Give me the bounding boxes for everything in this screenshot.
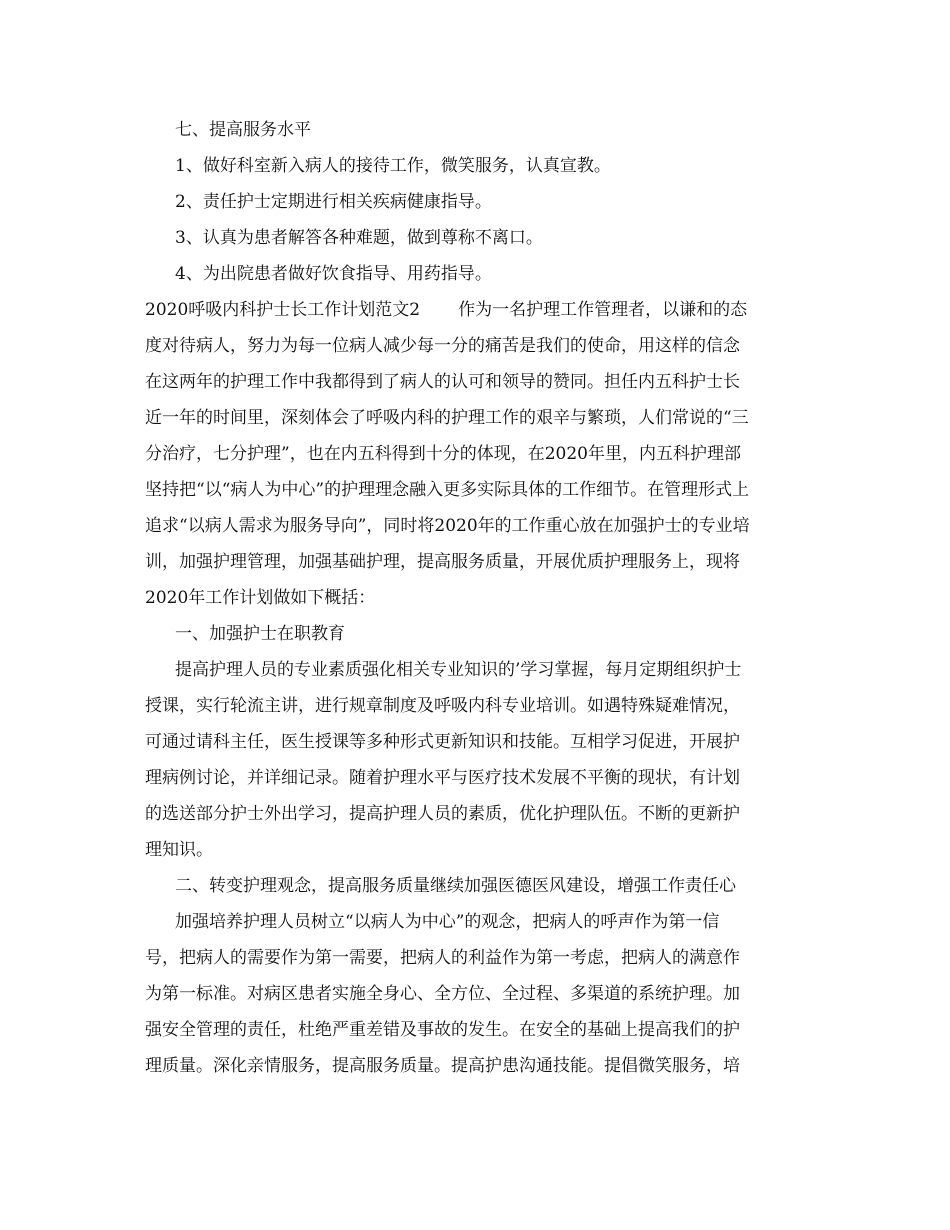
paragraph-line: 理质量。深化亲情服务，提高服务质量。提高护患沟通技能。提倡微笑服务，培 [145,1056,740,1076]
paragraph-line: 分治疗，七分护理”，也在内五科得到十分的体现，在2020年里，内五科护理部 [145,444,741,464]
section-heading: 二、转变护理观念，提高服务质量继续加强医德医风建设，增强工作责任心 [175,876,736,896]
paragraph-line: 训，加强护理管理，加强基础护理，提高服务质量，开展优质护理服务上，现将 [145,552,740,572]
list-item: 2、责任护士定期进行相关疾病健康指导。 [175,192,492,212]
paragraph-line: 号，把病人的需要作为第一需要，把病人的利益作为第一考虑，把病人的满意作 [145,948,740,968]
list-item: 1、做好科室新入病人的接待工作，微笑服务，认真宣教。 [175,156,611,176]
list-item: 3、认真为患者解答各种难题，做到尊称不离口。 [175,228,543,248]
section-heading: 七、提高服务水平 [175,120,311,140]
paragraph-line: 的选送部分护士外出学习，提高护理人员的素质，优化护理队伍。不断的更新护 [145,804,740,824]
paragraph-line: 追求“以病人需求为服务导向”，同时将2020年的工作重心放在加强护士的专业培 [145,516,750,536]
list-item: 4、为出院患者做好饮食指导、用药指导。 [175,264,492,284]
paragraph-line: 授课，实行轮流主讲，进行规章制度及呼吸内科专业培训。如遇特殊疑难情况， [145,696,740,716]
document-title-line [145,292,810,328]
paragraph-line: 2020年工作计划做如下概括： [145,588,376,608]
paragraph-line: 可通过请科主任，医生授课等多种形式更新知识和技能。互相学习促进，开展护 [145,732,740,752]
paragraph-line: 坚持把“以“病人为中心”的护理理念融入更多实际具体的工作细节。在管理形式上 [145,480,750,500]
paragraph-line: 提高护理人员的专业素质强化相关专业知识的’学习掌握，每月定期组织护士 [175,660,742,680]
paragraph-line: 在这两年的护理工作中我都得到了病人的认可和领导的赞同。担任内五科护士长 [145,372,740,392]
paragraph-line: 近一年的时间里，深刻体会了呼吸内科的护理工作的艰辛与繁琐，人们常说的“三 [145,408,749,428]
section-heading: 一、加强护士在职教育 [175,624,345,644]
paragraph-line: 为第一标准。对病区患者实施全身心、全方位、全过程、多渠道的系统护理。加 [145,984,740,1004]
paragraph-line: 强安全管理的责任，杜绝严重差错及事故的发生。在安全的基础上提高我们的护 [145,1020,740,1040]
paragraph-text: 作为一名护理工作管理者，以谦和的态 [458,300,748,320]
paragraph-line: 加强培养护理人员树立“以病人为中心”的观念，把病人的呼声作为第一信 [175,912,720,932]
document-page [145,112,810,1084]
document-title: 2020呼吸内科护士长工作计划范文2 [145,300,421,320]
paragraph-line: 度对待病人，努力为每一位病人减少每一分的痛苦是我们的使命，用这样的信念 [145,336,740,356]
paragraph-line: 理知识。 [145,840,213,860]
paragraph-line: 理病例讨论，并详细记录。随着护理水平与医疗技术发展不平衡的现状，有计划 [145,768,740,788]
